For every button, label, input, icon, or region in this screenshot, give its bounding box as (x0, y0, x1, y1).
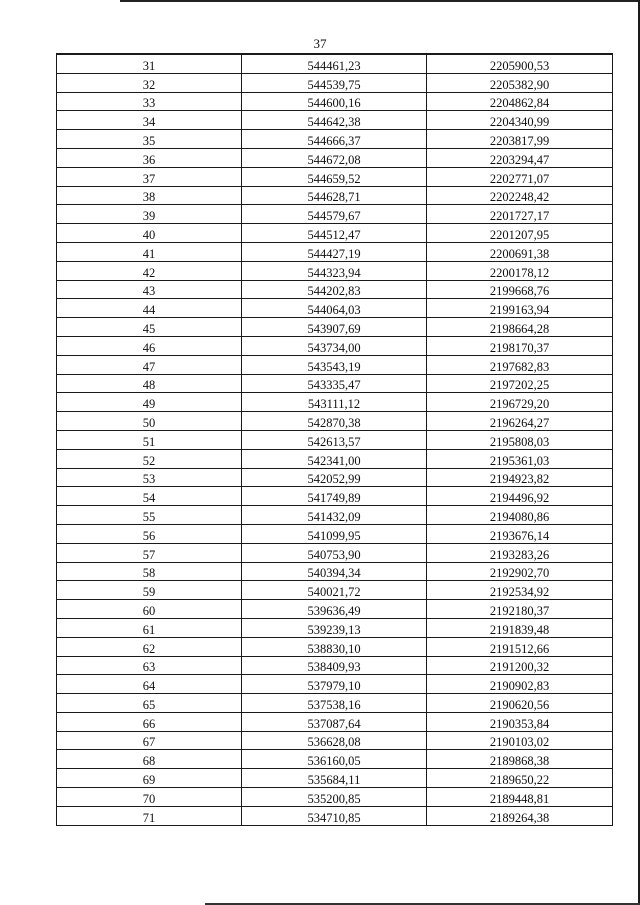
table-row (57, 167, 613, 186)
x-coordinate-cell: 539636,49 (242, 600, 427, 619)
table-row (57, 336, 613, 355)
point-number-cell: 38 (57, 186, 242, 205)
table-row (57, 506, 613, 525)
x-coordinate-cell: 538409,93 (242, 656, 427, 675)
x-coordinate-cell: 544600,16 (242, 92, 427, 111)
x-coordinate-cell: 535200,85 (242, 788, 427, 807)
y-coordinate-cell: 2205900,53 (427, 54, 613, 73)
y-coordinate-cell: 2190902,83 (427, 675, 613, 694)
point-number-cell: 54 (57, 487, 242, 506)
y-coordinate-cell: 2192180,37 (427, 600, 613, 619)
table-row (57, 543, 613, 562)
x-coordinate-cell: 543907,69 (242, 318, 427, 337)
table-row (57, 92, 613, 111)
point-number-cell: 66 (57, 712, 242, 731)
point-number-cell: 59 (57, 581, 242, 600)
y-coordinate-cell: 2190103,02 (427, 731, 613, 750)
table-row (57, 299, 613, 318)
point-number-cell: 49 (57, 393, 242, 412)
table-row (57, 581, 613, 600)
y-coordinate-cell: 2197682,83 (427, 355, 613, 374)
table-row (57, 600, 613, 619)
y-coordinate-cell: 2189650,22 (427, 769, 613, 788)
x-coordinate-cell: 534710,85 (242, 806, 427, 825)
y-coordinate-cell: 2190353,84 (427, 712, 613, 731)
point-number-cell: 34 (57, 111, 242, 130)
point-number-cell: 69 (57, 769, 242, 788)
point-number-cell: 60 (57, 600, 242, 619)
x-coordinate-cell: 542613,57 (242, 430, 427, 449)
table-row (57, 73, 613, 92)
point-number-cell: 62 (57, 637, 242, 656)
table-row (57, 750, 613, 769)
table-row (57, 186, 613, 205)
point-number-cell: 53 (57, 468, 242, 487)
point-number-cell: 35 (57, 130, 242, 149)
table-row (57, 769, 613, 788)
y-coordinate-cell: 2191200,32 (427, 656, 613, 675)
table-row (57, 618, 613, 637)
point-number-cell: 43 (57, 280, 242, 299)
table-row (57, 788, 613, 807)
y-coordinate-cell: 2201207,95 (427, 224, 613, 243)
point-number-cell: 45 (57, 318, 242, 337)
point-number-cell: 57 (57, 543, 242, 562)
y-coordinate-cell: 2204862,84 (427, 92, 613, 111)
y-coordinate-cell: 2197202,25 (427, 374, 613, 393)
point-number-cell: 71 (57, 806, 242, 825)
x-coordinate-cell: 538830,10 (242, 637, 427, 656)
x-coordinate-cell: 544427,19 (242, 242, 427, 261)
point-number-cell: 63 (57, 656, 242, 675)
point-number-cell: 47 (57, 355, 242, 374)
point-number-cell: 52 (57, 449, 242, 468)
y-coordinate-cell: 2205382,90 (427, 73, 613, 92)
x-coordinate-cell: 537538,16 (242, 694, 427, 713)
y-coordinate-cell: 2195361,03 (427, 449, 613, 468)
y-coordinate-cell: 2193676,14 (427, 524, 613, 543)
x-coordinate-cell: 544666,37 (242, 130, 427, 149)
page-number: 37 (313, 36, 327, 51)
table-row (57, 261, 613, 280)
table-row (57, 242, 613, 261)
y-coordinate-cell: 2202771,07 (427, 167, 613, 186)
point-number-cell: 40 (57, 224, 242, 243)
x-coordinate-cell: 544579,67 (242, 205, 427, 224)
y-coordinate-cell: 2198664,28 (427, 318, 613, 337)
x-coordinate-cell: 544512,47 (242, 224, 427, 243)
x-coordinate-cell: 543335,47 (242, 374, 427, 393)
x-coordinate-cell: 544323,94 (242, 261, 427, 280)
table-row (57, 355, 613, 374)
y-coordinate-cell: 2194923,82 (427, 468, 613, 487)
x-coordinate-cell: 541432,09 (242, 506, 427, 525)
table-row (57, 148, 613, 167)
point-number-cell: 55 (57, 506, 242, 525)
x-coordinate-cell: 537087,64 (242, 712, 427, 731)
x-coordinate-cell: 540753,90 (242, 543, 427, 562)
x-coordinate-cell: 542870,38 (242, 412, 427, 431)
table-row (57, 430, 613, 449)
point-number-cell: 32 (57, 73, 242, 92)
x-coordinate-cell: 544461,23 (242, 54, 427, 73)
y-coordinate-cell: 2204340,99 (427, 111, 613, 130)
point-number-cell: 56 (57, 524, 242, 543)
y-coordinate-cell: 2199163,94 (427, 299, 613, 318)
table-row (57, 205, 613, 224)
x-coordinate-cell: 539239,13 (242, 618, 427, 637)
coordinates-table-body (57, 54, 613, 825)
y-coordinate-cell: 2203294,47 (427, 148, 613, 167)
table-row (57, 675, 613, 694)
table-row (57, 487, 613, 506)
point-number-cell: 33 (57, 92, 242, 111)
y-coordinate-cell: 2194496,92 (427, 487, 613, 506)
y-coordinate-cell: 2203817,99 (427, 130, 613, 149)
x-coordinate-cell: 543734,00 (242, 336, 427, 355)
table-row (57, 731, 613, 750)
point-number-cell: 51 (57, 430, 242, 449)
table-row (57, 694, 613, 713)
table-row (57, 656, 613, 675)
y-coordinate-cell: 2199668,76 (427, 280, 613, 299)
point-number-cell: 68 (57, 750, 242, 769)
table-row (57, 224, 613, 243)
y-coordinate-cell: 2191512,66 (427, 637, 613, 656)
point-number-cell: 48 (57, 374, 242, 393)
point-number-cell: 61 (57, 618, 242, 637)
point-number-cell: 70 (57, 788, 242, 807)
x-coordinate-cell: 544642,38 (242, 111, 427, 130)
x-coordinate-cell: 535684,11 (242, 769, 427, 788)
y-coordinate-cell: 2201727,17 (427, 205, 613, 224)
y-coordinate-cell: 2200691,38 (427, 242, 613, 261)
y-coordinate-cell: 2196264,27 (427, 412, 613, 431)
x-coordinate-cell: 541749,89 (242, 487, 427, 506)
point-number-cell: 65 (57, 694, 242, 713)
y-coordinate-cell: 2194080,86 (427, 506, 613, 525)
x-coordinate-cell: 544659,52 (242, 167, 427, 186)
y-coordinate-cell: 2192902,70 (427, 562, 613, 581)
table-row (57, 524, 613, 543)
table-row (57, 130, 613, 149)
table-row (57, 374, 613, 393)
y-coordinate-cell: 2193283,26 (427, 543, 613, 562)
y-coordinate-cell: 2190620,56 (427, 694, 613, 713)
y-coordinate-cell: 2189868,38 (427, 750, 613, 769)
table-row (57, 562, 613, 581)
table-row (57, 468, 613, 487)
x-coordinate-cell: 542341,00 (242, 449, 427, 468)
x-coordinate-cell: 537979,10 (242, 675, 427, 694)
y-coordinate-cell: 2191839,48 (427, 618, 613, 637)
point-number-cell: 42 (57, 261, 242, 280)
table-row (57, 318, 613, 337)
table-row (57, 54, 613, 73)
scan-edge-top (120, 0, 640, 2)
table-row (57, 412, 613, 431)
table-row (57, 712, 613, 731)
x-coordinate-cell: 544064,03 (242, 299, 427, 318)
point-number-cell: 67 (57, 731, 242, 750)
x-coordinate-cell: 542052,99 (242, 468, 427, 487)
point-number-cell: 37 (57, 167, 242, 186)
y-coordinate-cell: 2202248,42 (427, 186, 613, 205)
table-row (57, 280, 613, 299)
x-coordinate-cell: 544628,71 (242, 186, 427, 205)
point-number-cell: 50 (57, 412, 242, 431)
y-coordinate-cell: 2198170,37 (427, 336, 613, 355)
point-number-cell: 31 (57, 54, 242, 73)
y-coordinate-cell: 2189264,38 (427, 806, 613, 825)
x-coordinate-cell: 536160,05 (242, 750, 427, 769)
x-coordinate-cell: 543543,19 (242, 355, 427, 374)
x-coordinate-cell: 544202,83 (242, 280, 427, 299)
y-coordinate-cell: 2189448,81 (427, 788, 613, 807)
table-row (57, 393, 613, 412)
y-coordinate-cell: 2192534,92 (427, 581, 613, 600)
table-row (57, 111, 613, 130)
point-number-cell: 36 (57, 148, 242, 167)
x-coordinate-cell: 543111,12 (242, 393, 427, 412)
point-number-cell: 58 (57, 562, 242, 581)
coordinates-table (56, 53, 613, 826)
x-coordinate-cell: 541099,95 (242, 524, 427, 543)
y-coordinate-cell: 2200178,12 (427, 261, 613, 280)
x-coordinate-cell: 544539,75 (242, 73, 427, 92)
point-number-cell: 39 (57, 205, 242, 224)
x-coordinate-cell: 540394,34 (242, 562, 427, 581)
point-number-cell: 41 (57, 242, 242, 261)
x-coordinate-cell: 540021,72 (242, 581, 427, 600)
table-row (57, 449, 613, 468)
table-row (57, 637, 613, 656)
point-number-cell: 44 (57, 299, 242, 318)
y-coordinate-cell: 2195808,03 (427, 430, 613, 449)
table-row (57, 806, 613, 825)
x-coordinate-cell: 536628,08 (242, 731, 427, 750)
point-number-cell: 64 (57, 675, 242, 694)
point-number-cell: 46 (57, 336, 242, 355)
x-coordinate-cell: 544672,08 (242, 148, 427, 167)
y-coordinate-cell: 2196729,20 (427, 393, 613, 412)
